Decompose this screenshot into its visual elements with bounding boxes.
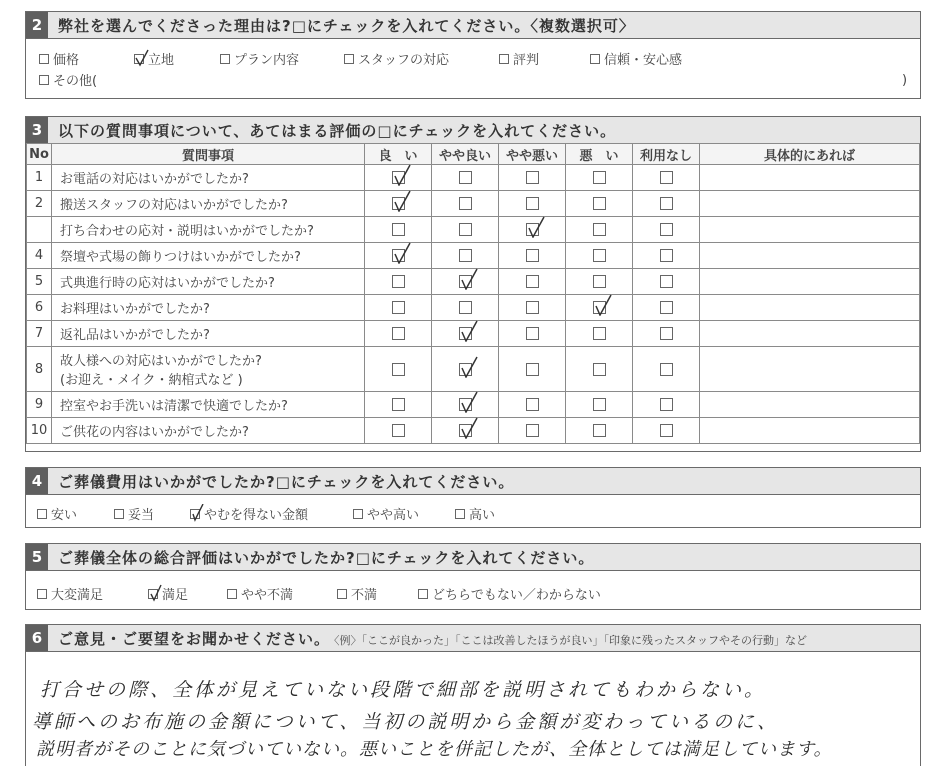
question-text [52, 165, 365, 191]
question-text [52, 243, 365, 269]
rating-cell-good [365, 418, 432, 444]
rating-checkbox-checked[interactable] [459, 424, 472, 437]
rating-checkbox[interactable] [392, 223, 405, 236]
rating-checkbox[interactable] [526, 424, 539, 437]
col-good: 良 い [365, 144, 432, 165]
rating-cell-not-used [633, 392, 700, 418]
rating-cell-bad [566, 321, 633, 347]
checkbox[interactable] [590, 54, 600, 64]
rating-checkbox[interactable] [392, 327, 405, 340]
rating-checkbox[interactable] [660, 197, 673, 210]
checkbox[interactable] [220, 54, 230, 64]
q5-option-very-satisfied[interactable] [37, 584, 103, 603]
rating-checkbox[interactable] [392, 398, 405, 411]
checkbox[interactable] [499, 54, 509, 64]
comment-cell[interactable] [700, 347, 920, 392]
table-row [27, 347, 920, 392]
rating-checkbox[interactable] [526, 171, 539, 184]
rating-cell-not-used [633, 269, 700, 295]
rating-cell-fairly-good [432, 165, 499, 191]
option-label: やや不満 [241, 588, 294, 603]
col-fairly-good: やや良い [432, 144, 499, 165]
q6-title [58, 628, 807, 649]
question-line-1: 式典進行時の応対はいかがでしたか? [60, 276, 275, 291]
q2-number: 2 [26, 12, 48, 38]
comment-cell[interactable] [700, 418, 920, 444]
rating-cell-bad [566, 295, 633, 321]
check-mark-icon [459, 391, 479, 413]
rating-cell-fairly-good [432, 295, 499, 321]
q5-header [26, 544, 920, 571]
section-q4 [25, 467, 921, 528]
q2-option-plan[interactable] [220, 49, 299, 68]
rating-table [26, 143, 920, 444]
rating-checkbox[interactable] [593, 249, 606, 262]
rating-cell-bad [566, 347, 633, 392]
option-label: 安い [51, 508, 78, 523]
rating-cell-good [365, 191, 432, 217]
q3-header [26, 117, 920, 144]
rating-cell-not-used [633, 295, 700, 321]
section-q2 [25, 11, 921, 99]
rating-cell-good [365, 347, 432, 392]
rating-cell-fairly-good [432, 217, 499, 243]
rating-checkbox-checked[interactable] [392, 171, 405, 184]
q2-other-close: ) [902, 73, 908, 88]
section-q6 [25, 624, 921, 766]
option-label: 評判 [513, 53, 540, 68]
table-row [27, 392, 920, 418]
rating-checkbox[interactable] [526, 327, 539, 340]
comment-cell[interactable] [700, 269, 920, 295]
checkbox-checked[interactable] [190, 509, 200, 519]
rating-cell-bad [566, 165, 633, 191]
option-label: 立地 [148, 53, 175, 68]
check-mark-icon [593, 294, 613, 316]
option-label: その他( [53, 74, 98, 89]
rating-cell-fairly-good [432, 418, 499, 444]
question-line-2: (お迎え・メイク・納棺式など ) [60, 373, 243, 388]
col-comments: 具体的にあれば [700, 144, 920, 165]
rating-table-header [27, 144, 920, 165]
rating-checkbox[interactable] [392, 363, 405, 376]
rating-cell-fairly-bad [499, 243, 566, 269]
q4-option-reasonable[interactable] [114, 504, 154, 523]
q5-number: 5 [26, 544, 48, 570]
rating-cell-fairly-good [432, 347, 499, 392]
question-line-1: 故人様への対応はいかがでしたか? [60, 354, 262, 369]
rating-checkbox[interactable] [526, 249, 539, 262]
rating-cell-good [365, 165, 432, 191]
q5-option-satisfied[interactable] [148, 584, 188, 603]
rating-cell-good [365, 321, 432, 347]
question-line-1: ご供花の内容はいかがでしたか? [60, 425, 249, 440]
rating-cell-fairly-good [432, 243, 499, 269]
rating-checkbox[interactable] [459, 171, 472, 184]
rating-checkbox[interactable] [660, 275, 673, 288]
table-row [27, 243, 920, 269]
option-label: 高い [469, 508, 496, 523]
rating-checkbox[interactable] [459, 301, 472, 314]
checkbox[interactable] [227, 589, 237, 599]
rating-checkbox[interactable] [593, 424, 606, 437]
table-row [27, 295, 920, 321]
q6-title-text: ご意見・ご要望をお聞かせください。 [58, 629, 331, 648]
q3-number: 3 [26, 117, 48, 143]
q6-number: 6 [26, 625, 48, 651]
checkbox[interactable] [39, 54, 49, 64]
checkbox[interactable] [344, 54, 354, 64]
q6-header [26, 625, 920, 652]
rating-checkbox[interactable] [593, 327, 606, 340]
rating-checkbox[interactable] [459, 223, 472, 236]
check-mark-icon [134, 49, 150, 67]
q5-options [26, 570, 920, 610]
q4-option-unavoidable[interactable] [190, 504, 308, 523]
rating-checkbox[interactable] [526, 301, 539, 314]
q2-option-other[interactable] [39, 70, 97, 89]
rating-checkbox[interactable] [660, 249, 673, 262]
rating-cell-good [365, 243, 432, 269]
rating-cell-not-used [633, 165, 700, 191]
checkbox[interactable] [455, 509, 465, 519]
rating-cell-good [365, 217, 432, 243]
comment-cell[interactable] [700, 392, 920, 418]
option-label: 満足 [162, 588, 189, 603]
checkbox-checked[interactable] [148, 589, 158, 599]
comment-cell[interactable] [700, 321, 920, 347]
check-mark-icon [190, 504, 206, 522]
rating-cell-not-used [633, 418, 700, 444]
option-label: スタッフの対応 [358, 53, 450, 68]
check-mark-icon [459, 356, 479, 378]
row-number: 9 [27, 392, 52, 418]
rating-cell-fairly-bad [499, 392, 566, 418]
checkbox[interactable] [39, 75, 49, 85]
checkbox[interactable] [337, 589, 347, 599]
q5-option-neutral[interactable] [418, 584, 601, 603]
option-label: 大変満足 [51, 588, 104, 603]
question-line-1: 祭壇や式場の飾りつけはいかがでしたか? [60, 250, 301, 265]
rating-checkbox[interactable] [660, 327, 673, 340]
row-number [27, 217, 52, 243]
rating-checkbox[interactable] [593, 223, 606, 236]
rating-cell-fairly-bad [499, 165, 566, 191]
rating-checkbox[interactable] [660, 398, 673, 411]
comment-cell[interactable] [700, 217, 920, 243]
q3-title: 以下の質問事項について、あてはまる評価の□にチェックを入れてください。 [58, 121, 617, 140]
option-label: 価格 [53, 53, 80, 68]
q2-option-reputation[interactable] [499, 49, 539, 68]
col-no: No [27, 144, 52, 165]
rating-checkbox-checked[interactable] [459, 363, 472, 376]
rating-checkbox[interactable] [593, 363, 606, 376]
check-mark-icon [459, 417, 479, 439]
rating-cell-bad [566, 418, 633, 444]
rating-checkbox[interactable] [526, 275, 539, 288]
q2-option-staff[interactable] [344, 49, 449, 68]
row-number: 10 [27, 418, 52, 444]
rating-checkbox[interactable] [593, 398, 606, 411]
rating-checkbox[interactable] [392, 275, 405, 288]
option-label: どちらでもない／わからない [432, 588, 601, 603]
check-mark-icon [392, 242, 412, 264]
table-row [27, 418, 920, 444]
section-q3 [25, 116, 921, 452]
row-number: 4 [27, 243, 52, 269]
rating-checkbox[interactable] [593, 275, 606, 288]
question-line-1: 控室やお手洗いは清潔で快適でしたか? [60, 399, 288, 414]
question-line-1: 打ち合わせの応対・説明はいかがでしたか? [60, 224, 314, 239]
table-row [27, 269, 920, 295]
question-text [52, 418, 365, 444]
rating-cell-not-used [633, 243, 700, 269]
option-label: やや高い [367, 508, 420, 523]
question-text [52, 269, 365, 295]
rating-checkbox[interactable] [660, 363, 673, 376]
check-mark-icon [392, 164, 412, 186]
question-text [52, 295, 365, 321]
row-number: 7 [27, 321, 52, 347]
rating-cell-fairly-bad [499, 347, 566, 392]
handwritten-comment-line-1: 打合せの際、全体が見えていない段階で細部を説明されてもわからない。 [40, 679, 767, 701]
question-text [52, 392, 365, 418]
checkbox[interactable] [353, 509, 363, 519]
checkbox[interactable] [37, 589, 47, 599]
rating-checkbox[interactable] [392, 424, 405, 437]
rating-cell-bad [566, 269, 633, 295]
q4-options [26, 494, 920, 528]
check-mark-icon [392, 190, 412, 212]
q2-option-trust[interactable] [590, 49, 682, 68]
option-label: やむを得ない金額 [204, 508, 309, 523]
rating-cell-bad [566, 217, 633, 243]
rating-checkbox-checked[interactable] [593, 301, 606, 314]
row-number: 2 [27, 191, 52, 217]
rating-checkbox-checked[interactable] [392, 249, 405, 262]
table-row [27, 165, 920, 191]
rating-checkbox-checked[interactable] [459, 275, 472, 288]
checkbox[interactable] [418, 589, 428, 599]
rating-checkbox[interactable] [593, 197, 606, 210]
rating-checkbox-checked[interactable] [526, 223, 539, 236]
option-label: プラン内容 [234, 53, 300, 68]
row-number: 1 [27, 165, 52, 191]
rating-cell-fairly-bad [499, 217, 566, 243]
checkbox[interactable] [37, 509, 47, 519]
rating-cell-fairly-bad [499, 295, 566, 321]
rating-cell-bad [566, 191, 633, 217]
table-row [27, 321, 920, 347]
col-bad: 悪 い [566, 144, 633, 165]
question-text [52, 321, 365, 347]
q5-title: ご葬儀全体の総合評価はいかがでしたか?□にチェックを入れてください。 [58, 548, 595, 567]
rating-cell-good [365, 392, 432, 418]
rating-cell-fairly-good [432, 269, 499, 295]
comment-cell[interactable] [700, 165, 920, 191]
rating-cell-not-used [633, 321, 700, 347]
question-line-1: お電話の対応はいかがでしたか? [60, 172, 249, 187]
rating-checkbox[interactable] [660, 424, 673, 437]
rating-cell-good [365, 269, 432, 295]
check-mark-icon [459, 320, 479, 342]
rating-checkbox[interactable] [392, 301, 405, 314]
q4-option-somewhat-high[interactable] [353, 504, 419, 523]
comment-cell[interactable] [700, 191, 920, 217]
table-row [27, 191, 920, 217]
rating-cell-fairly-bad [499, 321, 566, 347]
q4-option-high[interactable] [455, 504, 495, 523]
question-line-1: 搬送スタッフの対応はいかがでしたか? [60, 198, 288, 213]
rating-checkbox[interactable] [660, 223, 673, 236]
option-label: 信頼・安心感 [604, 53, 683, 68]
rating-cell-not-used [633, 347, 700, 392]
question-text [52, 217, 365, 243]
q2-options [26, 38, 920, 98]
q2-option-price[interactable] [39, 49, 79, 68]
q4-number: 4 [26, 468, 48, 494]
rating-checkbox[interactable] [593, 171, 606, 184]
rating-checkbox[interactable] [459, 197, 472, 210]
rating-cell-bad [566, 243, 633, 269]
q2-header [26, 12, 920, 39]
option-label: 不満 [351, 588, 378, 603]
q6-example: 〈例〉「ここが良かった」「ここは改善したほうが良い」「印象に残ったスタッフやその行動」など [334, 633, 808, 647]
rating-cell-fairly-bad [499, 418, 566, 444]
rating-checkbox[interactable] [459, 249, 472, 262]
rating-checkbox[interactable] [526, 398, 539, 411]
rating-checkbox[interactable] [526, 363, 539, 376]
rating-cell-fairly-good [432, 191, 499, 217]
col-question: 質問事項 [52, 144, 365, 165]
table-row [27, 217, 920, 243]
row-number: 5 [27, 269, 52, 295]
rating-cell-fairly-good [432, 321, 499, 347]
rating-cell-fairly-bad [499, 269, 566, 295]
q5-option-dissatisfied[interactable] [337, 584, 377, 603]
q2-title: 弊社を選んでくださった理由は?□にチェックを入れてください。〈複数選択可〉 [58, 16, 635, 35]
question-text [52, 191, 365, 217]
rating-cell-not-used [633, 217, 700, 243]
check-mark-icon [148, 584, 164, 602]
rating-cell-fairly-good [432, 392, 499, 418]
col-fairly-bad: やや悪い [499, 144, 566, 165]
question-line-1: お料理はいかがでしたか? [60, 302, 210, 317]
comment-cell[interactable] [700, 243, 920, 269]
col-not-used: 利用なし [633, 144, 700, 165]
q5-option-somewhat-dissatisfied[interactable] [227, 584, 293, 603]
q4-title: ご葬儀費用はいかがでしたか?□にチェックを入れてください。 [58, 472, 515, 491]
rating-cell-fairly-bad [499, 191, 566, 217]
q2-option-location[interactable] [134, 49, 174, 68]
question-text [52, 347, 365, 392]
check-mark-icon [526, 216, 546, 238]
check-mark-icon [459, 268, 479, 290]
checkbox-checked[interactable] [134, 54, 144, 64]
rating-checkbox[interactable] [660, 301, 673, 314]
section-q5 [25, 543, 921, 610]
rating-cell-not-used [633, 191, 700, 217]
rating-checkbox-checked[interactable] [459, 327, 472, 340]
handwritten-comment-line-3: 説明者がそのことに気づいていない。悪いことを併記したが、全体としては満足しています。 [36, 739, 833, 760]
rating-cell-bad [566, 392, 633, 418]
q4-option-cheap[interactable] [37, 504, 77, 523]
row-number: 6 [27, 295, 52, 321]
option-label: 妥当 [128, 508, 155, 523]
rating-checkbox-checked[interactable] [459, 398, 472, 411]
row-number: 8 [27, 347, 52, 392]
rating-checkbox[interactable] [660, 171, 673, 184]
question-line-1: 返礼品はいかがでしたか? [60, 328, 210, 343]
comment-cell[interactable] [700, 295, 920, 321]
rating-table-body [27, 165, 920, 444]
rating-checkbox[interactable] [526, 197, 539, 210]
checkbox[interactable] [114, 509, 124, 519]
handwritten-comment-line-2: 導師へのお布施の金額について、当初の説明から金額が変わっているのに、 [32, 711, 780, 733]
rating-checkbox-checked[interactable] [392, 197, 405, 210]
q4-header [26, 468, 920, 495]
rating-cell-good [365, 295, 432, 321]
